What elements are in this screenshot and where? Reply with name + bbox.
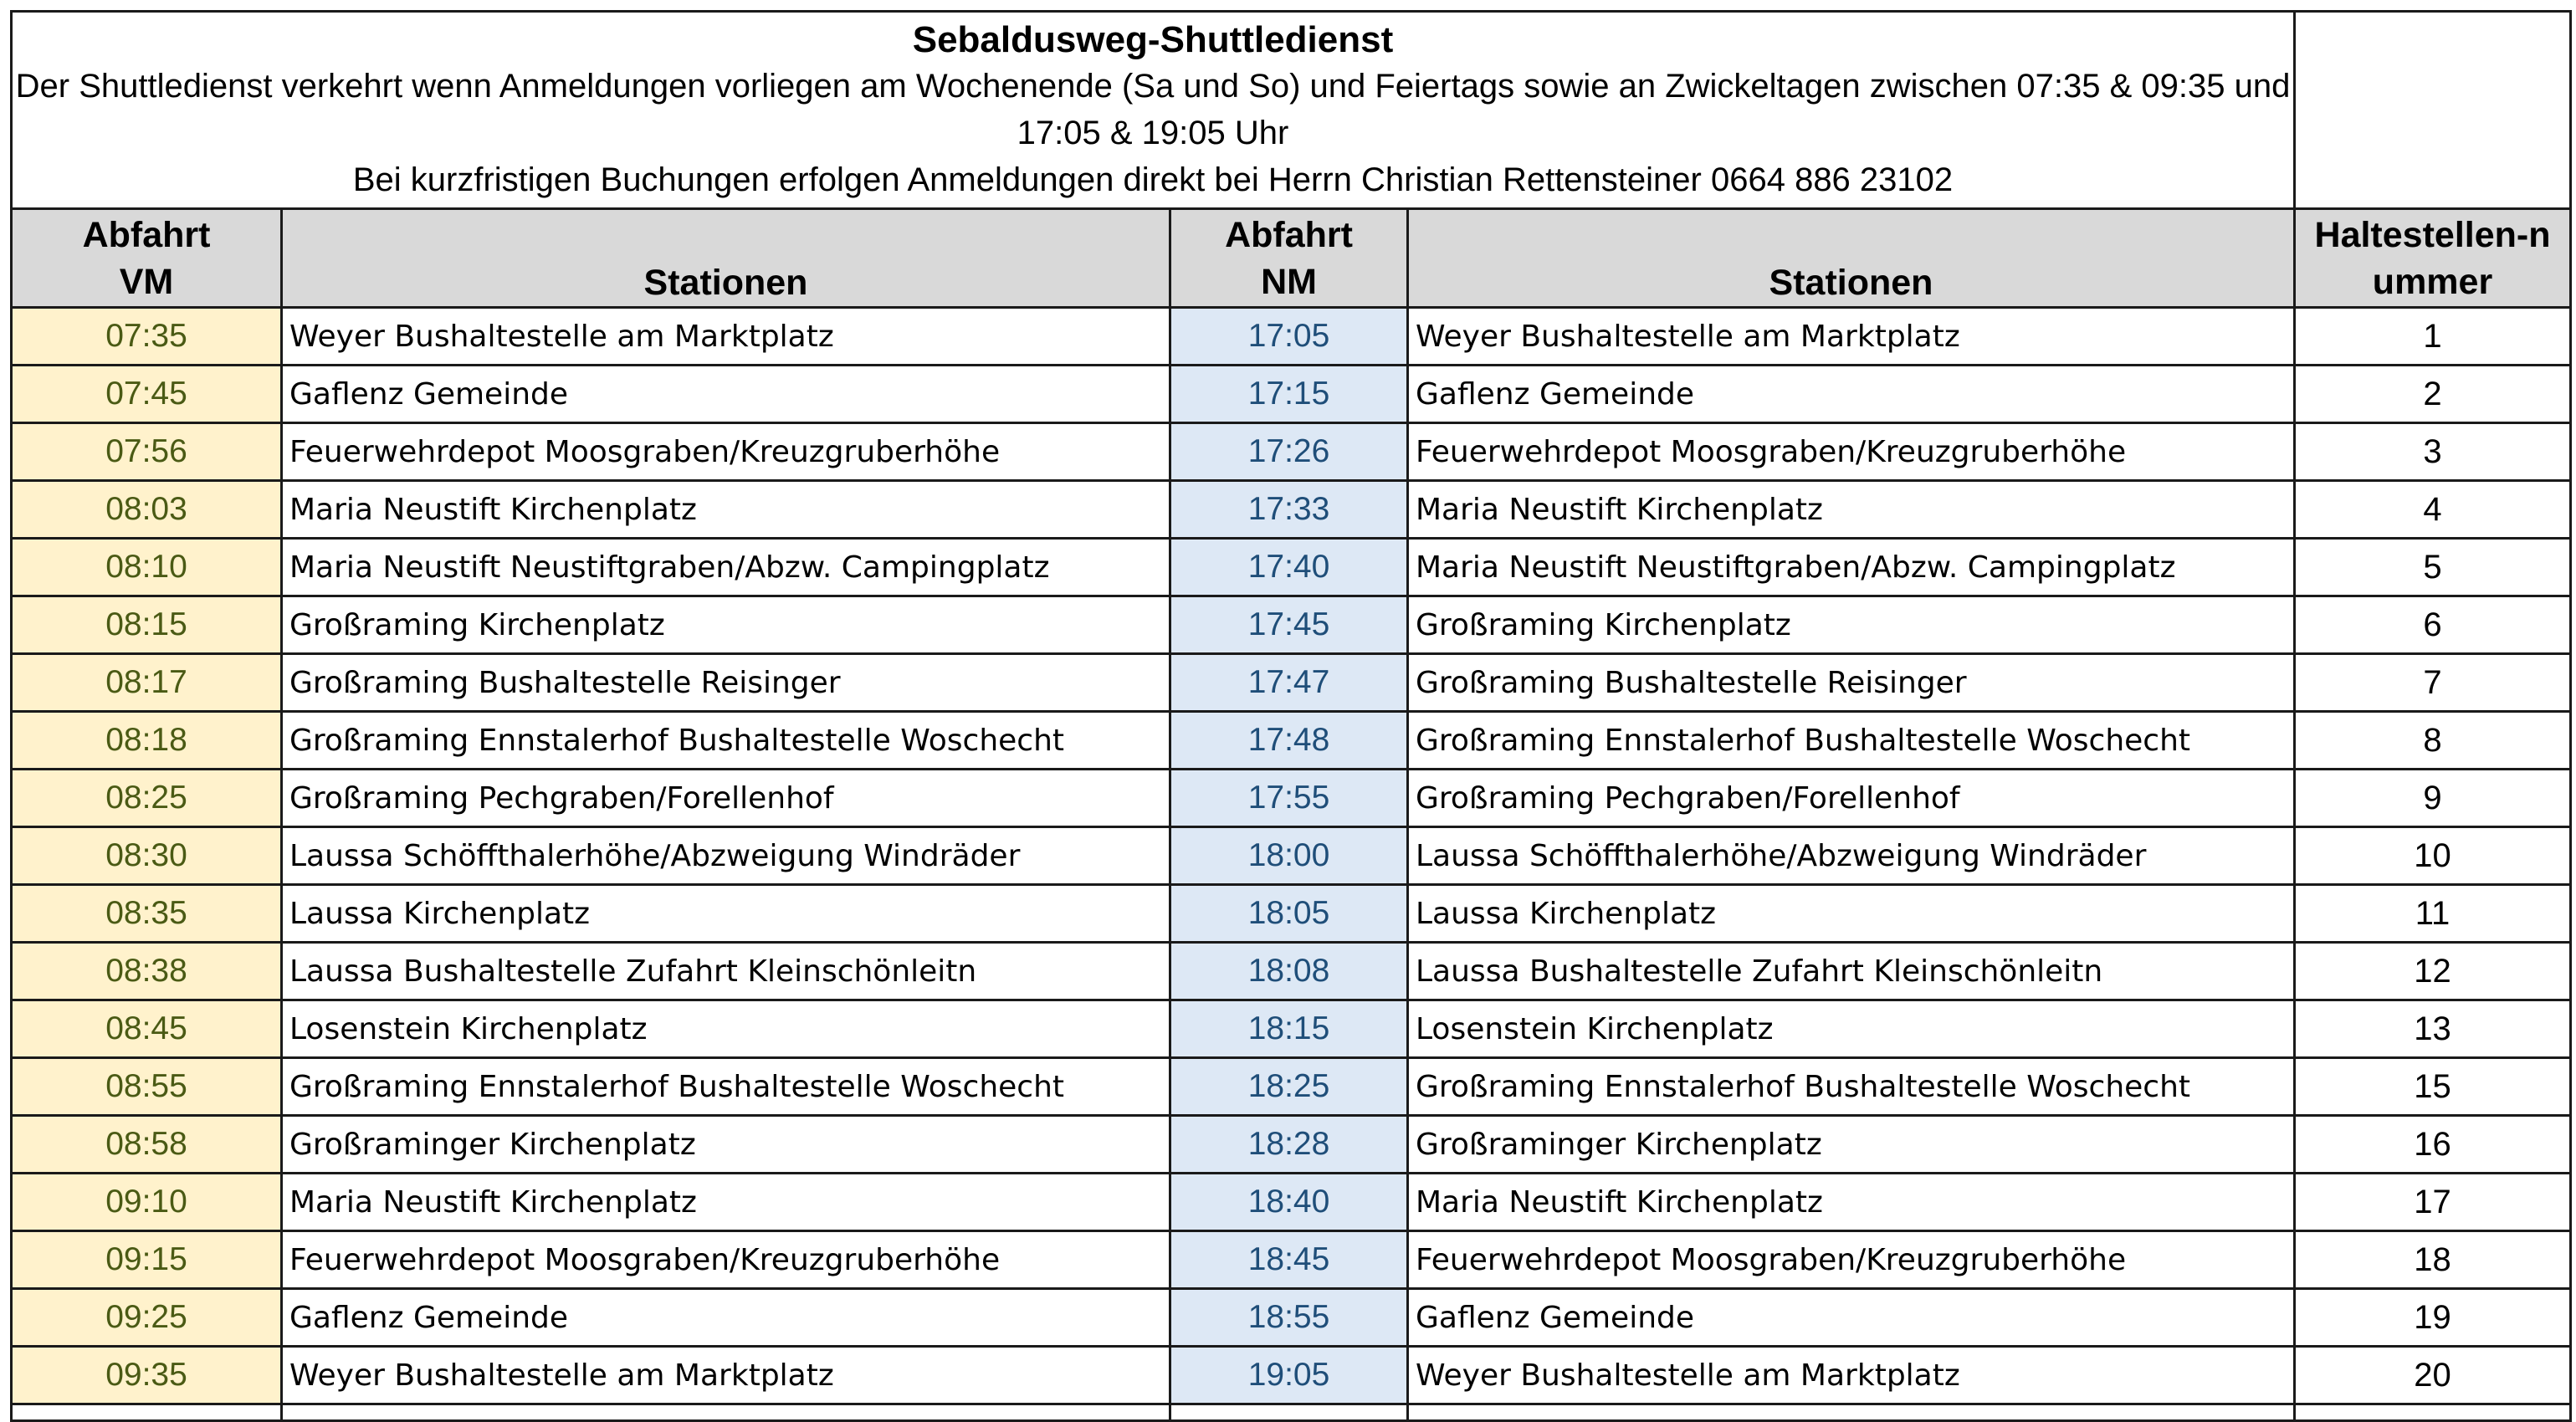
departure-nm: 17:05 [1170,308,1408,366]
stop-number: 17 [2295,1174,2571,1231]
booking-info: Bei kurzfristigen Buchungen erfolgen Anmeldungen direkt bei Herrn Christian Rettensteiner 0664 886 23102 [352,161,1954,198]
table-row [12,1116,2571,1174]
departure-nm: 17:40 [1170,539,1408,596]
stop-number: 4 [2295,481,2571,539]
station-vm: Großraming Kirchenplatz [282,596,1170,654]
station-nm: Feuerwehrdepot Moosgraben/Kreuzgruberhöhe [1408,423,2295,481]
station-nm: Laussa Schöffthalerhöhe/Abzweigung Windräder [1408,827,2295,885]
station-nm: Gaflenz Gemeinde [1408,1289,2295,1347]
stop-number: 18 [2295,1231,2571,1289]
departure-vm: 07:56 [12,423,282,481]
departure-nm: 17:55 [1170,770,1408,827]
station-nm: Großraming Pechgraben/Forellenhof [1408,770,2295,827]
table-row [12,596,2571,654]
table-row [12,712,2571,770]
stop-number: 19 [2295,1289,2571,1347]
departure-nm: 18:25 [1170,1058,1408,1116]
station-vm: Maria Neustift Neustiftgraben/Abzw. Campingplatz [282,539,1170,596]
stop-number: 12 [2295,943,2571,1000]
departure-vm: 09:10 [12,1174,282,1231]
departure-vm: 09:35 [12,1347,282,1404]
station-vm: Großraming Bushaltestelle Reisinger [282,654,1170,712]
departure-nm: 18:05 [1170,885,1408,943]
table-row [12,885,2571,943]
col-header-abfahrt-vm: Abfahrt VM [12,209,282,308]
table-row [12,1000,2571,1058]
station-nm: Großraminger Kirchenplatz [1408,1116,2295,1174]
table-row [12,539,2571,596]
station-nm: Maria Neustift Neustiftgraben/Abzw. Campingplatz [1408,539,2295,596]
empty-cell [2295,1404,2571,1421]
stop-number: 11 [2295,885,2571,943]
departure-nm: 18:08 [1170,943,1408,1000]
station-vm: Laussa Schöffthalerhöhe/Abzweigung Windräder [282,827,1170,885]
departure-nm: 18:45 [1170,1231,1408,1289]
page-title: Sebaldusweg-Shuttledienst [912,19,1394,60]
station-vm: Feuerwehrdepot Moosgraben/Kreuzgruberhöhe [282,423,1170,481]
station-nm: Laussa Bushaltestelle Zufahrt Kleinschönleitn [1408,943,2295,1000]
empty-cell [1408,1404,2295,1421]
table-row [12,366,2571,423]
stop-number: 1 [2295,308,2571,366]
table-row [12,943,2571,1000]
stop-number: 2 [2295,366,2571,423]
station-vm: Weyer Bushaltestelle am Marktplatz [282,308,1170,366]
table-row [12,481,2571,539]
departure-nm: 17:33 [1170,481,1408,539]
station-vm: Gaflenz Gemeinde [282,366,1170,423]
departure-nm: 19:05 [1170,1347,1408,1404]
service-description: Der Shuttledienst verkehrt wenn Anmeldungen vorliegen am Wochenende (Sa und So) und Feiertags sowie an Zwickeltagen zwischen 07:35 & 09:35 und 17:05 & 19:05 Uhr [15,68,2291,151]
station-vm: Maria Neustift Kirchenplatz [282,481,1170,539]
departure-vm: 07:35 [12,308,282,366]
station-vm: Weyer Bushaltestelle am Marktplatz [282,1347,1170,1404]
departure-nm: 17:15 [1170,366,1408,423]
departure-nm: 18:15 [1170,1000,1408,1058]
table-row [12,1289,2571,1347]
station-nm: Großraming Bushaltestelle Reisinger [1408,654,2295,712]
table-row [12,827,2571,885]
col-header-haltestellennummer: Haltestellen-nummer [2295,209,2571,308]
stop-number: 6 [2295,596,2571,654]
empty-cell [12,1404,282,1421]
column-header-row [12,209,2571,308]
departure-vm: 08:45 [12,1000,282,1058]
stop-number: 8 [2295,712,2571,770]
station-nm: Maria Neustift Kirchenplatz [1408,481,2295,539]
departure-vm: 09:25 [12,1289,282,1347]
stop-number: 5 [2295,539,2571,596]
station-nm: Großraming Ennstalerhof Bushaltestelle Woschecht [1408,1058,2295,1116]
departure-vm: 07:45 [12,366,282,423]
stop-number: 13 [2295,1000,2571,1058]
table-row [12,654,2571,712]
station-nm: Losenstein Kirchenplatz [1408,1000,2295,1058]
empty-cell [282,1404,1170,1421]
station-vm: Gaflenz Gemeinde [282,1289,1170,1347]
departure-vm: 08:55 [12,1058,282,1116]
departure-vm: 08:30 [12,827,282,885]
station-nm: Großraming Kirchenplatz [1408,596,2295,654]
departure-vm: 08:58 [12,1116,282,1174]
station-vm: Losenstein Kirchenplatz [282,1000,1170,1058]
departure-nm: 17:47 [1170,654,1408,712]
stop-number: 7 [2295,654,2571,712]
departure-vm: 08:18 [12,712,282,770]
stop-number: 3 [2295,423,2571,481]
stop-number: 16 [2295,1116,2571,1174]
departure-nm: 18:28 [1170,1116,1408,1174]
station-nm: Weyer Bushaltestelle am Marktplatz [1408,1347,2295,1404]
table-row [12,1174,2571,1231]
stop-number: 15 [2295,1058,2571,1116]
departure-nm: 17:26 [1170,423,1408,481]
timetable [10,10,2572,1422]
station-vm: Großraminger Kirchenplatz [282,1116,1170,1174]
table-row [12,308,2571,366]
station-vm: Feuerwehrdepot Moosgraben/Kreuzgruberhöhe [282,1231,1170,1289]
col-header-abfahrt-nm: Abfahrt NM [1170,209,1408,308]
table-row [12,1231,2571,1289]
title-row [12,12,2571,209]
station-vm: Großraming Ennstalerhof Bushaltestelle Woschecht [282,1058,1170,1116]
timetable-body [12,308,2571,1421]
title-blank-cell [2295,12,2571,209]
table-row-empty [12,1404,2571,1421]
empty-cell [1170,1404,1408,1421]
stop-number: 20 [2295,1347,2571,1404]
title-block [12,12,2295,209]
departure-vm: 08:15 [12,596,282,654]
station-vm: Großraming Pechgraben/Forellenhof [282,770,1170,827]
departure-nm: 17:48 [1170,712,1408,770]
departure-nm: 18:40 [1170,1174,1408,1231]
station-vm: Laussa Bushaltestelle Zufahrt Kleinschönleitn [282,943,1170,1000]
station-nm: Gaflenz Gemeinde [1408,366,2295,423]
departure-vm: 08:10 [12,539,282,596]
station-vm: Laussa Kirchenplatz [282,885,1170,943]
station-nm: Laussa Kirchenplatz [1408,885,2295,943]
col-header-stationen-nm: Stationen [1408,209,2295,308]
departure-vm: 08:17 [12,654,282,712]
table-row [12,1058,2571,1116]
table-row [12,770,2571,827]
station-nm: Weyer Bushaltestelle am Marktplatz [1408,308,2295,366]
station-nm: Feuerwehrdepot Moosgraben/Kreuzgruberhöhe [1408,1231,2295,1289]
departure-vm: 08:38 [12,943,282,1000]
departure-vm: 09:15 [12,1231,282,1289]
station-vm: Maria Neustift Kirchenplatz [282,1174,1170,1231]
departure-nm: 17:45 [1170,596,1408,654]
stop-number: 9 [2295,770,2571,827]
departure-vm: 08:03 [12,481,282,539]
departure-vm: 08:25 [12,770,282,827]
stop-number: 10 [2295,827,2571,885]
col-header-stationen-vm: Stationen [282,209,1170,308]
table-row [12,1347,2571,1404]
table-row [12,423,2571,481]
station-nm: Großraming Ennstalerhof Bushaltestelle Woschecht [1408,712,2295,770]
station-nm: Maria Neustift Kirchenplatz [1408,1174,2295,1231]
departure-nm: 18:00 [1170,827,1408,885]
station-vm: Großraming Ennstalerhof Bushaltestelle Woschecht [282,712,1170,770]
departure-nm: 18:55 [1170,1289,1408,1347]
departure-vm: 08:35 [12,885,282,943]
